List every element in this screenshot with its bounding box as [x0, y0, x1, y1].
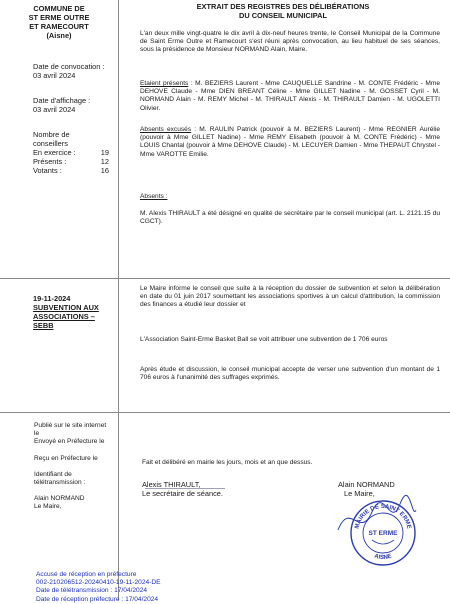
publication-line: Le Maire,: [34, 503, 62, 511]
acknowledgement-line: Date de télétransmission : 17/04/2024: [36, 587, 148, 595]
count-label: En exercice :: [33, 148, 76, 157]
affichage-block: [33, 96, 115, 114]
publication-line: Reçu en Préfecture le: [34, 454, 98, 462]
deliberation-p3: Après étude et discussion, le conseil municipal accepte de verser une subvention d'un montant de 1 706 euros à l'unanimité des suffrages exprimés.: [140, 366, 440, 382]
affichage-label: Date d'affichage :: [33, 96, 91, 105]
stamp-center-text: ST ERME: [368, 530, 398, 537]
count-row: [33, 157, 109, 166]
section-divider-bottom: [0, 412, 450, 413]
secretary-handwritten-signature: [145, 488, 225, 489]
title-line: DU CONSEIL MUNICIPAL: [238, 11, 327, 20]
closing-statement: Fait et délibéré en mairie les jours, mois et an que dessus.: [142, 459, 313, 466]
publication-line: Identifiant de: [34, 470, 72, 478]
counts-title: Nombre de: [33, 130, 70, 139]
acknowledgement-line: Accusé de réception en préfecture: [36, 571, 137, 578]
convocation-block: [33, 62, 115, 80]
publication-line: Alain NORMAND: [34, 495, 85, 503]
mayor-role: Le Maire,: [344, 489, 375, 498]
count-value: 12: [100, 157, 109, 166]
acknowledgement-block: [36, 571, 296, 604]
publication-spacer: [34, 487, 116, 495]
commune-line: COMMUNE DE: [33, 4, 85, 13]
presents-text: : M. BEZIERS Laurent - Mme CAUQUELLE Sandrine - M. CONTE Frédéric - Mme DEHOVE Claude - Mme DIEN BREANT Céline - Mme GILLET Nadine - M. GOSSET Cyril - M. NORMAND Alain - M. REMY Michel - M. THIRAULT Alexis - M. THIRAULT Damien - M. UGOLETTI Olivier.: [140, 80, 440, 112]
publication-line: télétransmission :: [34, 479, 86, 487]
count-label: Votants :: [33, 166, 62, 175]
publication-spacer: [34, 447, 116, 455]
count-label: Présents :: [33, 157, 67, 166]
deliberation-subject: SUBVENTION AUX ASSOCIATIONS – SEBB: [33, 303, 99, 330]
absents-excuses-text: : M. RAULIN Patrick (pouvoir à M. BEZIERS Laurent) - Mme REGNIER Aurélie (pouvoir à Mme GILLET Nadine) - Mme REMY Elisabeth (pouvoir à M. CONTE Frédéric) - Mme LOUIS Chantal (pouvoir à Mme DEHOVE Claude) - M. LECUYER Damien - Mme THEPAUT Chrystel - Mme VAROTTE Emilie.: [140, 126, 440, 158]
deliberation-p1: Le Maire informe le conseil que suite à la réception du dossier de subvention et selon la délibération en date du 01 juin 2017 soumettant les associations sportives à un calcul d'attribution, la commission des finances a étudié leur dossier et: [140, 285, 440, 309]
deliberation-number: 19-11-2024: [33, 294, 71, 303]
commune-header: [8, 4, 110, 40]
secretary-role: Le secrétaire de séance.: [142, 489, 223, 498]
column-divider: [118, 0, 119, 600]
convocation-label: Date de convocation :: [33, 62, 105, 71]
acknowledgement-line: 002-210206512-20240410-19-11-2024-DE: [36, 579, 161, 587]
svg-text:AISNE: [373, 553, 392, 561]
absents-label: Absents :: [140, 193, 168, 200]
count-value: 16: [100, 166, 109, 175]
stamp-bottom-text: AISNE: [373, 553, 393, 562]
secretary-name: Alexis THIRAULT,: [142, 480, 201, 489]
mayor-handwritten-signature: [330, 490, 420, 550]
counts-title: conseillers: [33, 139, 68, 148]
secretary-signature: [142, 480, 282, 498]
document-title: [128, 2, 438, 20]
secretary-paragraph: M. Alexis THIRAULT a été désigné en qualité de secrétaire par le conseil municipal (art. L. 2121.15 du CGCT).: [140, 210, 440, 226]
title-line: EXTRAIT DES REGISTRES DES DÉLIBÉRATIONS: [196, 2, 370, 11]
stamp-top-text: MAIRIE DE SAINT ERME: [354, 503, 412, 530]
commune-line: ET RAMECOURT: [29, 22, 89, 31]
convocation-date: 03 avril 2024: [33, 71, 76, 80]
mayor-name: Alain NORMAND: [338, 480, 395, 489]
publication-line: le: [34, 430, 40, 438]
deliberation-ref: [33, 294, 115, 330]
count-row: [33, 166, 109, 175]
publication-spacer: [34, 463, 116, 471]
publication-line: Envoyé en Préfecture le: [34, 438, 105, 446]
presents-label: Etaient présents: [140, 80, 189, 87]
intro-paragraph: L'an deux mille vingt-quatre le dix avril à dix-neuf heures trente, le Conseil Municipal de la Commune de Saint Erme Outre et Ramecourt s'est réuni après convocation, au lieu habituel de ses séances, sous la présidence de Monsieur NORMAND Alain, Maire.: [140, 30, 440, 54]
presents-paragraph: [140, 80, 440, 113]
counts-block: [33, 130, 109, 175]
count-value: 19: [100, 148, 109, 157]
acknowledgement-line: Date de réception préfecture : 17/04/2024: [36, 595, 159, 603]
absents-excuses-paragraph: [140, 126, 440, 159]
publication-block: [34, 422, 116, 512]
commune-line: (Aisne): [46, 31, 72, 40]
publication-line: Publié sur le site internet: [34, 422, 107, 429]
section-divider-top: [0, 278, 450, 279]
affichage-date: 03 avril 2024: [33, 105, 76, 114]
absents-excuses-label: Absents excusés: [140, 126, 192, 133]
deliberation-p2: L'Association Saint-Erme Basket Ball se voit attribuer une subvention de 1 706 euros: [140, 336, 388, 343]
commune-line: ST ERME OUTRE: [28, 13, 90, 22]
count-row: [33, 148, 109, 157]
